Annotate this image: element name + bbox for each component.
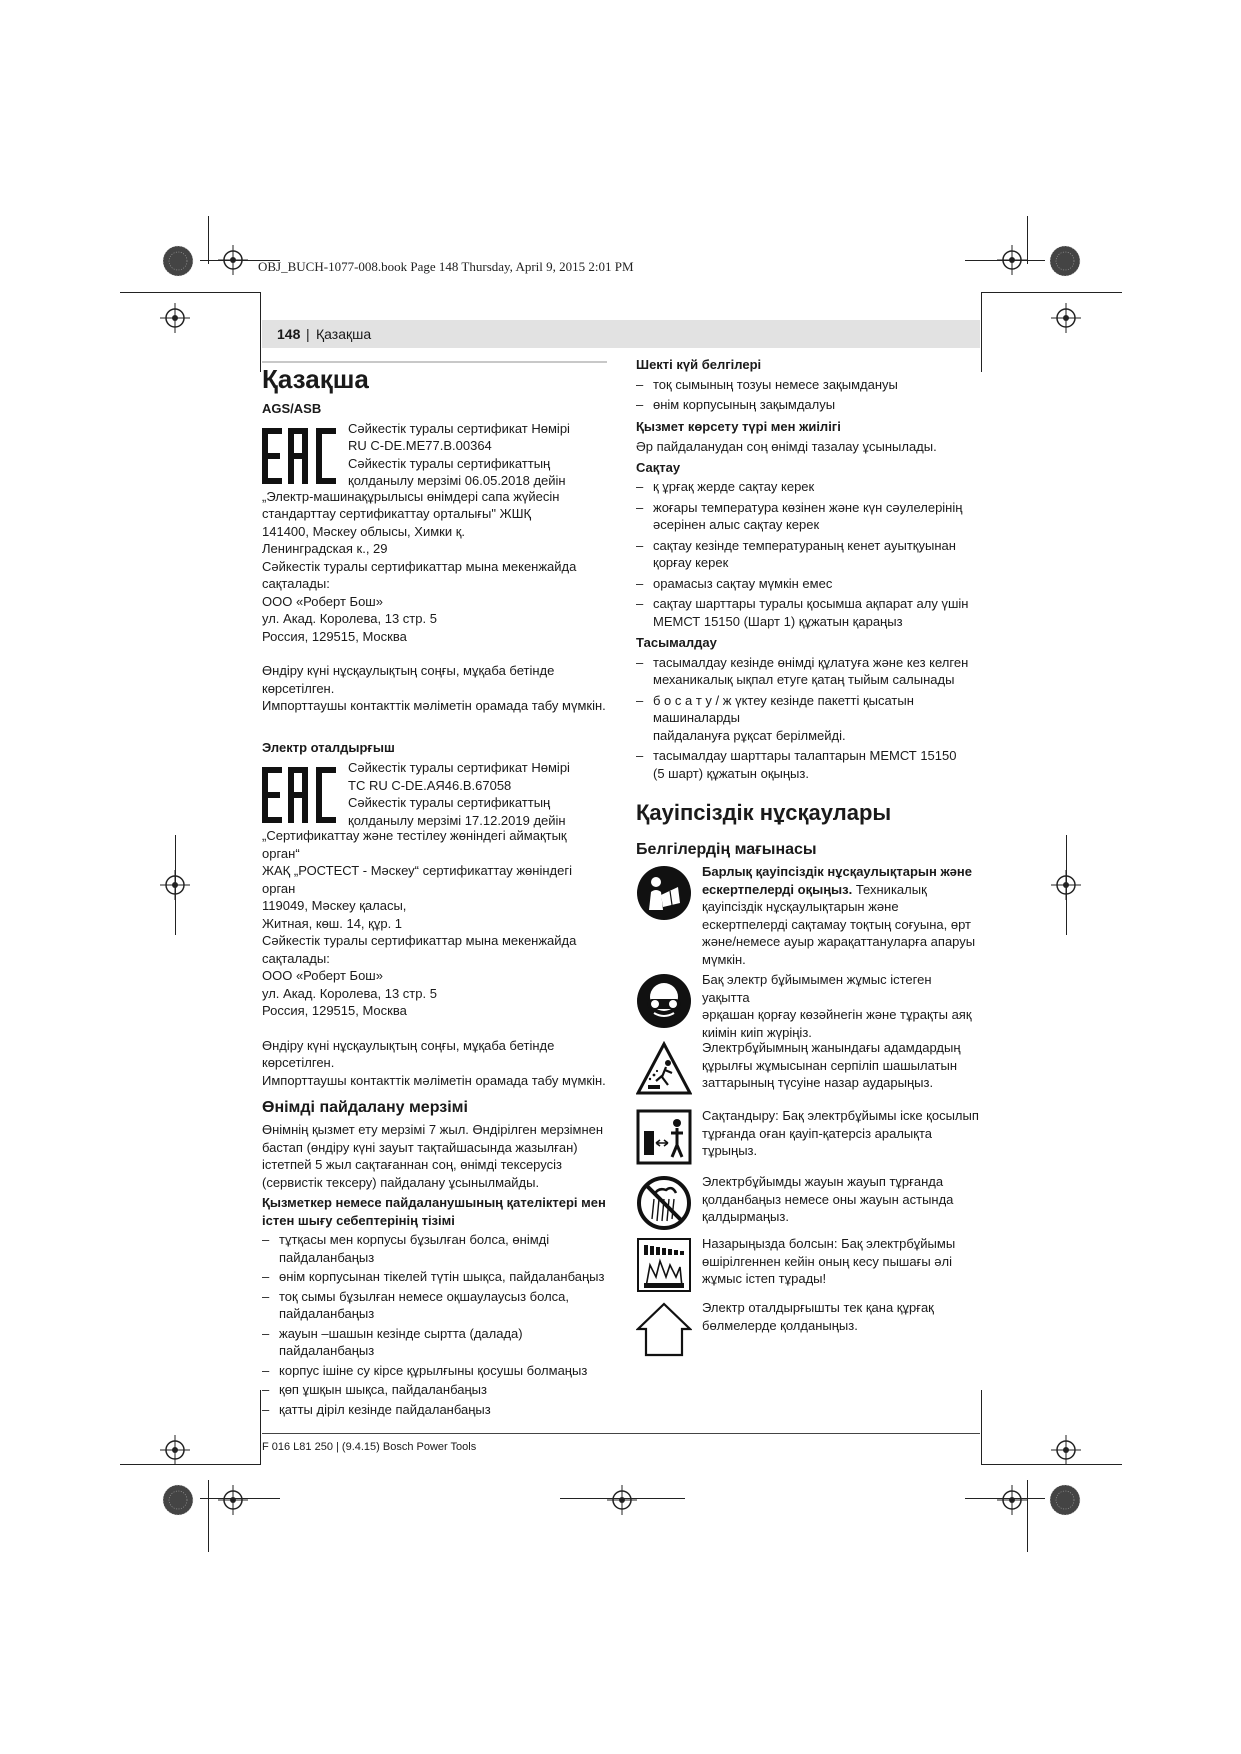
registration-target-icon bbox=[607, 1485, 637, 1515]
text-line: ул. Акад. Королева, 13 стр. 5 bbox=[262, 985, 437, 1001]
starburst-icon bbox=[1049, 245, 1081, 277]
symbol-row bbox=[636, 863, 981, 967]
certificate-number-text bbox=[348, 420, 570, 490]
footer-rule bbox=[262, 1433, 980, 1434]
storage-list bbox=[636, 478, 981, 630]
transport-heading: Тасымалдау bbox=[636, 635, 717, 650]
text-line: бастап (өндіру күні зауыт тақтайшасында жазылған) bbox=[262, 1139, 578, 1155]
service-heading: Қызмет көрсету түрі мен жиілігі bbox=[636, 418, 841, 434]
text-line: Сақтандыру: Бақ электрбұйымы іске қосылып bbox=[702, 1108, 979, 1123]
text-line: Сәйкестік туралы сертификаттың bbox=[348, 795, 551, 810]
text-line: Сәйкестік туралы сертификаттар мына мекенжайда bbox=[262, 933, 577, 948]
certificate-number-text bbox=[348, 759, 570, 829]
text-line: Импорттаушы контакттік мәліметін орамада табу мүмкін. bbox=[262, 1072, 606, 1088]
production-note bbox=[262, 662, 607, 715]
text-line: Сәйкестік туралы сертификат Нөмірі bbox=[348, 760, 570, 775]
text-line: Россия, 129515, Москва bbox=[262, 1003, 407, 1018]
text-line: қолданылу мерзімі 17.12.2019 дейін bbox=[348, 812, 566, 828]
text-line: ООО «Роберт Бош» bbox=[262, 968, 383, 983]
crop-mark bbox=[981, 1390, 982, 1465]
limits-heading: Шекті күй белгілері bbox=[636, 357, 762, 372]
crop-mark bbox=[120, 292, 260, 293]
certificate-details bbox=[262, 827, 607, 1020]
text-line: ЖАҚ „РОСТЕСТ - Мәскеу“ сертификаттау жөніндегі орган bbox=[262, 863, 572, 896]
starburst-icon bbox=[1049, 1484, 1081, 1516]
storage-heading: Сақтау bbox=[636, 459, 681, 475]
text-line: ескертпелерді сақтамау тоқтың соғуына, өрт bbox=[702, 916, 971, 932]
list-item: – жоғары температура көзінен және күн сәулелерінің әсерінен алыс сақтау керек bbox=[636, 499, 963, 532]
registration-target-icon bbox=[160, 1435, 190, 1465]
text-line: өшірілгеннен кейін оның кесу пышағы әлі bbox=[702, 1253, 952, 1269]
running-header bbox=[262, 320, 980, 348]
lifetime-heading: Өнімді пайдалану мерзімі bbox=[262, 1099, 468, 1116]
crop-mark bbox=[1027, 216, 1028, 264]
crop-mark bbox=[120, 1464, 260, 1465]
text-line: ул. Акад. Королева, 13 стр. 5 bbox=[262, 611, 437, 626]
lifetime-text bbox=[262, 1121, 607, 1191]
crop-mark bbox=[260, 292, 261, 372]
text-line: Бақ электр бұйымымен жұмыс істеген уақытта bbox=[702, 972, 932, 1005]
errors-heading bbox=[262, 1194, 607, 1229]
text-line: заттарының түсуіне назар аударыңыз. bbox=[702, 1075, 934, 1090]
list-item: – қ ұрғақ жерде сақтау керек bbox=[636, 479, 815, 494]
text-line: (сервистік тексеру) пайдалану ұсынылмайды. bbox=[262, 1174, 540, 1190]
indoor-use-icon bbox=[636, 1301, 692, 1357]
symbol-row bbox=[636, 1107, 981, 1169]
symbol-row bbox=[636, 1039, 981, 1103]
registration-target-icon bbox=[997, 245, 1027, 275]
text-line: қауіпсіздік нұсқаулықтарын және bbox=[702, 899, 899, 914]
symbol-row bbox=[636, 971, 981, 1040]
service-text: Әр пайдаланудан соң өнімді тазалау ұсынылады. bbox=[636, 439, 937, 454]
text-line: Электрбұйымның жанындағы адамдардың bbox=[702, 1040, 961, 1055]
limits-list bbox=[636, 376, 981, 414]
list-item: – тұтқасы мен корпусы бұзылған болса, өнімді пайдаланбаңыз bbox=[262, 1232, 550, 1265]
no-rain-icon bbox=[636, 1175, 692, 1231]
text-line: және/немесе ауыр жарақаттануларға апаруы bbox=[702, 934, 976, 949]
text-line: Барлық қауіпсіздік нұсқаулықтарын және bbox=[702, 864, 972, 879]
registration-target-icon bbox=[160, 303, 190, 333]
text-line: киімін киіп жүріңіз. bbox=[702, 1024, 812, 1040]
list-item: – тасымалдау шарттары талаптарын МЕМСТ 15150 (5 шарт) құжатын оқыңыз. bbox=[636, 748, 957, 781]
text-line: ескертпелерді оқыңыз. Техникалық bbox=[702, 881, 927, 897]
crop-mark bbox=[1027, 1480, 1028, 1552]
text-line: тұрыңыз. bbox=[702, 1143, 758, 1158]
header-language: Қазақша bbox=[316, 326, 372, 342]
text-line: 141400, Мәскеу облысы, Химки қ. bbox=[262, 523, 466, 539]
text-line: Житная, көш. 14, құр. 1 bbox=[262, 915, 403, 931]
text-line: қолданбаңыз немесе оны жауын астында bbox=[702, 1191, 954, 1207]
text-line: тұрғанда оған қауіп-қатерсіз аралықта bbox=[702, 1125, 932, 1141]
crop-mark bbox=[982, 292, 1122, 293]
text-line: қолданылу мерзімі 06.05.2018 дейін bbox=[348, 473, 566, 488]
safety-heading: Қауіпсіздік нұсқаулары bbox=[636, 800, 892, 825]
text-line: Назарыңызда болсын: Бақ электрбұйымы bbox=[702, 1236, 956, 1251]
left-column bbox=[262, 364, 607, 1418]
rotating-blade-icon bbox=[636, 1237, 692, 1293]
production-note bbox=[262, 1037, 607, 1090]
crop-mark bbox=[981, 292, 982, 372]
left-column-rule bbox=[262, 361, 607, 363]
page-number: 148 bbox=[277, 326, 301, 342]
text-line: Өндіру күні нұсқаулықтың соңғы, мұқаба бетінде bbox=[262, 1037, 555, 1053]
certificate-block bbox=[262, 759, 607, 827]
text-line: стандарттау сертификаттау орталығы" ЖШҚ bbox=[262, 506, 532, 521]
charger-heading: Электр оталдырғыш bbox=[262, 739, 395, 755]
text-line: әрқашан қорғау көзәйнегін және тұрақты аяқ bbox=[702, 1007, 972, 1022]
symbol-row bbox=[636, 1235, 981, 1295]
product-code: AGS/ASB bbox=[262, 401, 322, 416]
text-line: бөлмелерде қолданыңыз. bbox=[702, 1317, 858, 1333]
certificate-block bbox=[262, 420, 607, 488]
text-line: Ленинградская к., 29 bbox=[262, 541, 388, 556]
text-line: „Электр-машинақұрылысы өнімдері сапа жүйесін bbox=[262, 488, 560, 504]
crop-mark bbox=[208, 216, 209, 264]
text-line: қалдырмаңыз. bbox=[702, 1209, 789, 1224]
right-column bbox=[636, 356, 981, 1363]
text-line: Электр оталдырғышты тек қана құрғақ bbox=[702, 1300, 934, 1315]
list-item: – орамасыз сақтау мүмкін емес bbox=[636, 575, 833, 591]
text-line: 119049, Мәскеу қаласы, bbox=[262, 898, 407, 913]
list-item: – б о с а т у / ж үктеу кезінде пакетті қысатын машиналарды пайдалануға рұқсат берілмейді. bbox=[636, 692, 914, 743]
text-line: сақталады: bbox=[262, 576, 330, 591]
transport-list bbox=[636, 654, 981, 783]
text-line: „Сертификаттау және тестілеу жөніндегі аймақтық орган“ bbox=[262, 828, 567, 861]
goggles-icon bbox=[636, 973, 692, 1029]
starburst-icon bbox=[162, 1484, 194, 1516]
errors-list bbox=[262, 1231, 607, 1418]
read-manual-icon bbox=[636, 865, 692, 921]
list-item: – жауын –шашын кезінде сыртта (далада) пайдаланбаңыз bbox=[262, 1325, 523, 1358]
text-line: Россия, 129515, Москва bbox=[262, 628, 407, 644]
list-item: – қөп ұшқын шықса, пайдаланбаңыз bbox=[262, 1382, 487, 1397]
footer-text: F 016 L81 250 | (9.4.15) Bosch Power Tools bbox=[262, 1441, 477, 1453]
list-item: – тоқ сымы бұзылған немесе оқшаулаусыз болса, пайдаланбаңыз bbox=[262, 1288, 569, 1321]
eac-mark-icon bbox=[262, 767, 338, 823]
text-line: ООО «Роберт Бош» bbox=[262, 593, 383, 609]
registration-target-icon bbox=[997, 1485, 1027, 1515]
text-line: Сәйкестік туралы сертификаттың bbox=[348, 455, 551, 471]
list-item: – корпус ішіне су кірсе құрылғыны қосушы болмаңыз bbox=[262, 1362, 588, 1378]
text-line: TC RU C-DE.AЯ46.B.67058 bbox=[348, 777, 512, 793]
keep-distance-icon bbox=[636, 1109, 692, 1165]
eac-mark-icon bbox=[262, 428, 338, 484]
text-line: Импорттаушы контакттік мәліметін орамада табу мүмкін. bbox=[262, 698, 606, 713]
registration-target-icon bbox=[160, 870, 190, 900]
text-line: көрсетілген. bbox=[262, 1055, 335, 1070]
certificate-details bbox=[262, 488, 607, 646]
registration-target-icon bbox=[218, 245, 248, 275]
header-separator: | bbox=[306, 326, 310, 342]
list-item: – тасымалдау кезінде өнімді құлатуға және кез келген механикалық ықпал етуге қатаң тыйым салынады bbox=[636, 654, 969, 687]
text-line: Электрбұйымды жауын жауып тұрғанда bbox=[702, 1174, 944, 1189]
text-line: көрсетілген. bbox=[262, 680, 335, 696]
list-item: – өнім корпусының зақымдалуы bbox=[636, 397, 836, 412]
crop-mark bbox=[208, 1480, 209, 1552]
symbols-heading: Белгілердің мағынасы bbox=[636, 841, 817, 858]
flying-debris-icon bbox=[636, 1041, 692, 1097]
starburst-icon bbox=[162, 245, 194, 277]
text-line: Қызметкер немесе пайдаланушының қателіктері мен bbox=[262, 1195, 606, 1210]
text-line: сақталады: bbox=[262, 950, 330, 966]
text-line: Өндіру күні нұсқаулықтың соңғы, мұқаба бетінде bbox=[262, 663, 555, 678]
file-header: OBJ_BUCH-1077-008.book Page 148 Thursday, April 9, 2015 2:01 PM bbox=[258, 259, 634, 274]
text-line: Сәйкестік туралы сертификаттар мына мекенжайда bbox=[262, 558, 577, 574]
registration-target-icon bbox=[1051, 870, 1081, 900]
text-line: жұмыс істеп тұрады! bbox=[702, 1271, 827, 1286]
text-line: істетпей 5 жыл сақтағаннан соң, өнімді тексерусіз bbox=[262, 1157, 562, 1172]
list-item: – сақтау кезінде температураның кенет ауытқуынан қорғау керек bbox=[636, 537, 956, 570]
text-line: құрылғы жұмысынан серпіліп шашылатын bbox=[702, 1057, 958, 1073]
list-item: – өнім корпусынан тікелей түтін шықса, пайдаланбаңыз bbox=[262, 1269, 605, 1284]
registration-target-icon bbox=[218, 1485, 248, 1515]
list-item: – қатты діріл кезінде пайдаланбаңыз bbox=[262, 1401, 491, 1417]
text-line: істен шығу себептерінің тізімі bbox=[262, 1212, 455, 1228]
list-item: – сақтау шарттары туралы қосымша ақпарат алу үшін МЕМСТ 15150 (Шарт 1) құжатын қараңыз bbox=[636, 596, 969, 629]
text-line: Өнімнің қызмет ету мерзімі 7 жыл. Өндірілген мерзімнен bbox=[262, 1122, 604, 1137]
symbol-row bbox=[636, 1299, 981, 1359]
registration-target-icon bbox=[1051, 1435, 1081, 1465]
text-line: Сәйкестік туралы сертификат Нөмірі bbox=[348, 420, 570, 436]
crop-mark bbox=[260, 1390, 261, 1465]
registration-target-icon bbox=[1051, 303, 1081, 333]
page-title: Қазақша bbox=[262, 364, 369, 394]
list-item: – тоқ сымының тозуы немесе зақымдануы bbox=[636, 376, 898, 392]
text-line: мүмкін. bbox=[702, 951, 746, 967]
symbol-row bbox=[636, 1173, 981, 1231]
text-line: RU C-DE.ME77.B.00364 bbox=[348, 438, 492, 453]
